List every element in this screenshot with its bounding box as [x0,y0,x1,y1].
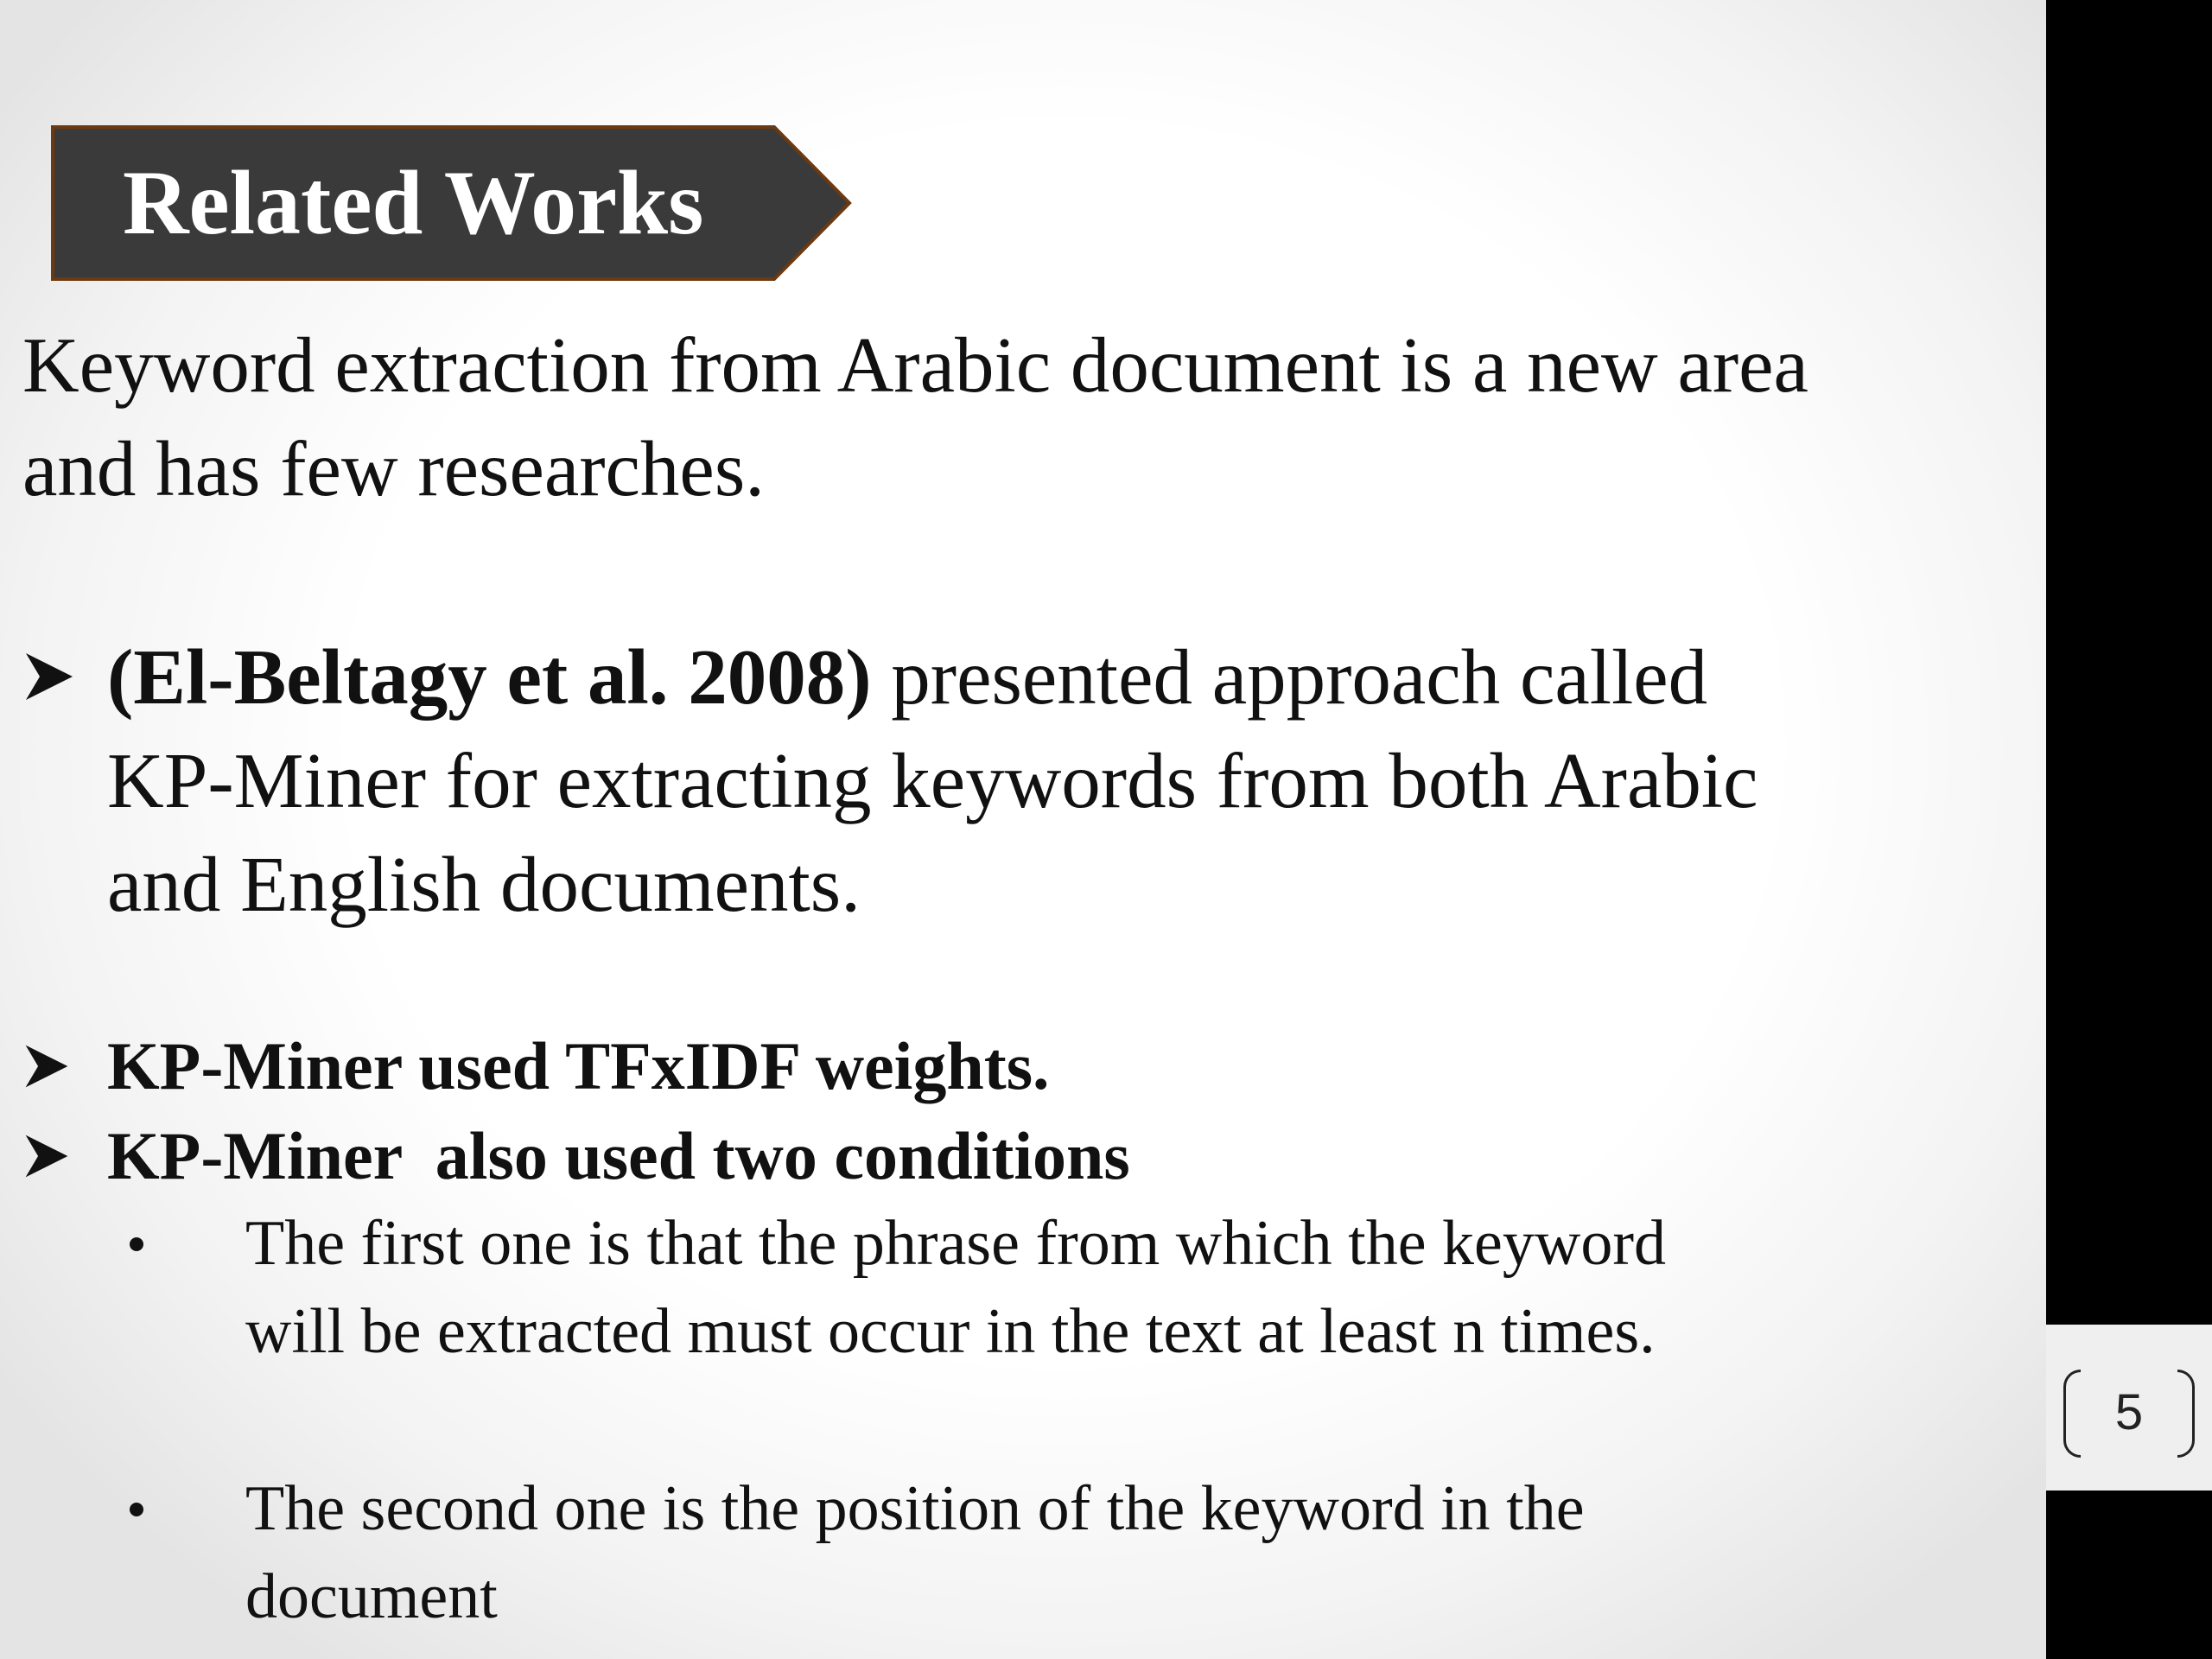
intro-line-2: and has few researches. [22,425,765,512]
sub-line-1: The first one is that the phrase from which the keyword [245,1208,1666,1279]
bullet-item-text [107,626,1758,937]
intro-paragraph [22,314,1808,521]
arrow-bullet-icon [22,1132,71,1180]
left-bracket-icon [2063,1370,2081,1458]
page-number-box [2046,1325,2212,1491]
slide-title: Related Works [123,152,704,253]
title-banner [50,124,914,282]
citation: (El-Beltagy et al. 2008) [107,633,872,721]
item-line-1-rest: presented approach called [871,633,1708,721]
sub-bullet-text [245,1465,1585,1641]
dot-bullet-icon [130,1503,143,1516]
bullet-item-text: KP-Miner used TFxIDF weights. [107,1028,1050,1103]
sub-line-2: document [245,1561,498,1632]
item-line-2: KP-Miner for extracting keywords from both Arabic [107,737,1758,824]
item-line-3: and English documents. [107,841,861,928]
arrow-bullet-icon [22,650,76,703]
arrow-bullet-icon [22,1042,71,1090]
sub-bullet-text [245,1199,1666,1376]
bullet-item-text: KP-Miner also used two conditions [107,1118,1130,1193]
dot-bullet-icon [130,1237,143,1251]
item-line-1 [107,626,1758,729]
sub-line-1: The second one is the position of the keyword in the [245,1473,1585,1544]
right-bracket-icon [2177,1370,2195,1458]
sub-line-2: will be extracted must occur in the text at least n times. [245,1296,1656,1367]
intro-line-1: Keyword extraction from Arabic document is a new area [22,321,1808,409]
page-number: 5 [2114,1384,2144,1440]
